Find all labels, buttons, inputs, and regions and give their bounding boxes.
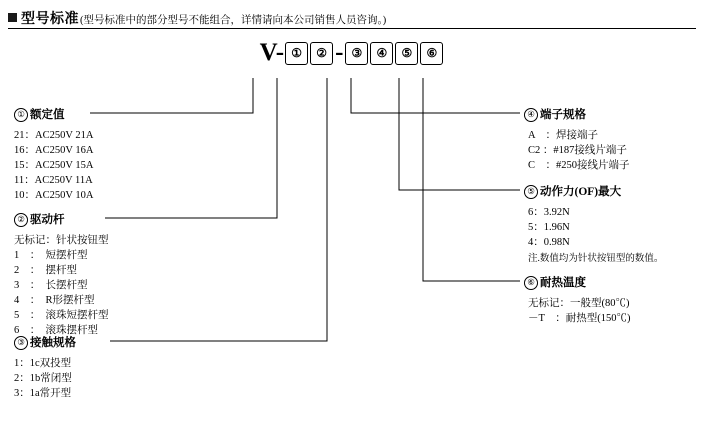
section-heat-resistance-title-text: 耐热温度 xyxy=(540,277,586,289)
page-header xyxy=(8,8,698,28)
actuator-line: 4 ： R形摆杆型 xyxy=(14,295,95,306)
actuator-line: 1 ： 短摆杆型 xyxy=(14,250,88,261)
bullet-square-icon xyxy=(8,13,17,22)
section-heat-resistance xyxy=(524,274,630,326)
operating-force-note: 注.数值均为针状按钮型的数值。 xyxy=(528,254,664,264)
section-actuator-title xyxy=(14,211,109,228)
marker-3: ③ xyxy=(14,336,28,350)
marker-1: ① xyxy=(14,108,28,122)
contact-line: 2：1b常闭型 xyxy=(14,373,72,384)
rating-line: 16：AC250V 16A xyxy=(14,145,94,156)
section-terminal xyxy=(524,106,630,173)
rating-line: 11：AC250V 11A xyxy=(14,175,93,186)
operating-force-line: 5：1.96N xyxy=(528,222,570,233)
actuator-line: 5 ： 滚珠短摆杆型 xyxy=(14,310,109,321)
section-contact xyxy=(14,334,76,401)
section-terminal-title xyxy=(524,106,630,123)
operating-force-line: 6：3.92N xyxy=(528,207,570,218)
section-heat-resistance-title xyxy=(524,274,630,291)
section-actuator-title-text: 驱动杆 xyxy=(30,214,65,226)
section-rating-title xyxy=(14,106,93,123)
contact-line: 1：1c双投型 xyxy=(14,358,72,369)
code-box-6: ⑥ xyxy=(420,42,443,65)
marker-2: ② xyxy=(14,213,28,227)
section-operating-force-title-text: 动作力(OF)最大 xyxy=(540,186,622,198)
contact-line: 3：1a常开型 xyxy=(14,388,72,399)
operating-force-line: 4：0.98N xyxy=(528,237,570,248)
page-title: 型号标准 xyxy=(21,12,79,27)
terminal-line: C2 ：#187接线片端子 xyxy=(528,145,627,156)
actuator-line: 6 ： 滚珠摆杆型 xyxy=(14,325,98,336)
terminal-line: A ：焊接端子 xyxy=(528,130,599,141)
code-box-4: ④ xyxy=(370,42,393,65)
heat-resistance-line: 无标记：一般型(80℃) xyxy=(528,298,630,309)
rating-line: 21：AC250V 21A xyxy=(14,130,94,141)
marker-6: ⑥ xyxy=(524,276,538,290)
actuator-line: 3 ： 长摆杆型 xyxy=(14,280,88,291)
rating-line: 10：AC250V 10A xyxy=(14,190,94,201)
model-dash: - xyxy=(335,39,344,66)
marker-4: ④ xyxy=(524,108,538,122)
section-operating-force xyxy=(524,183,663,266)
heat-resistance-line: －T ：耐热型(150℃) xyxy=(528,313,631,324)
code-box-1: ① xyxy=(285,42,308,65)
actuator-line: 2 ： 摆杆型 xyxy=(14,265,77,276)
section-rating xyxy=(14,106,93,203)
marker-5: ⑤ xyxy=(524,185,538,199)
code-box-5: ⑤ xyxy=(395,42,418,65)
section-operating-force-title xyxy=(524,183,663,200)
code-box-2: ② xyxy=(310,42,333,65)
terminal-line: C ：#250接线片端子 xyxy=(528,160,630,171)
section-actuator xyxy=(14,211,109,338)
section-contact-title-text: 接触规格 xyxy=(30,337,76,349)
rating-line: 15：AC250V 15A xyxy=(14,160,94,171)
section-contact-title xyxy=(14,334,76,351)
model-prefix: V- xyxy=(259,39,285,66)
page-subtitle: (型号标准中的部分型号不能组合，详情请向本公司销售人员咨询。) xyxy=(80,15,387,26)
header-divider xyxy=(8,28,696,29)
section-terminal-title-text: 端子规格 xyxy=(540,109,586,121)
code-box-3: ③ xyxy=(345,42,368,65)
actuator-line: 无标记：针状按钮型 xyxy=(14,235,109,246)
section-rating-title-text: 额定值 xyxy=(30,109,65,121)
model-code-row xyxy=(0,40,704,66)
